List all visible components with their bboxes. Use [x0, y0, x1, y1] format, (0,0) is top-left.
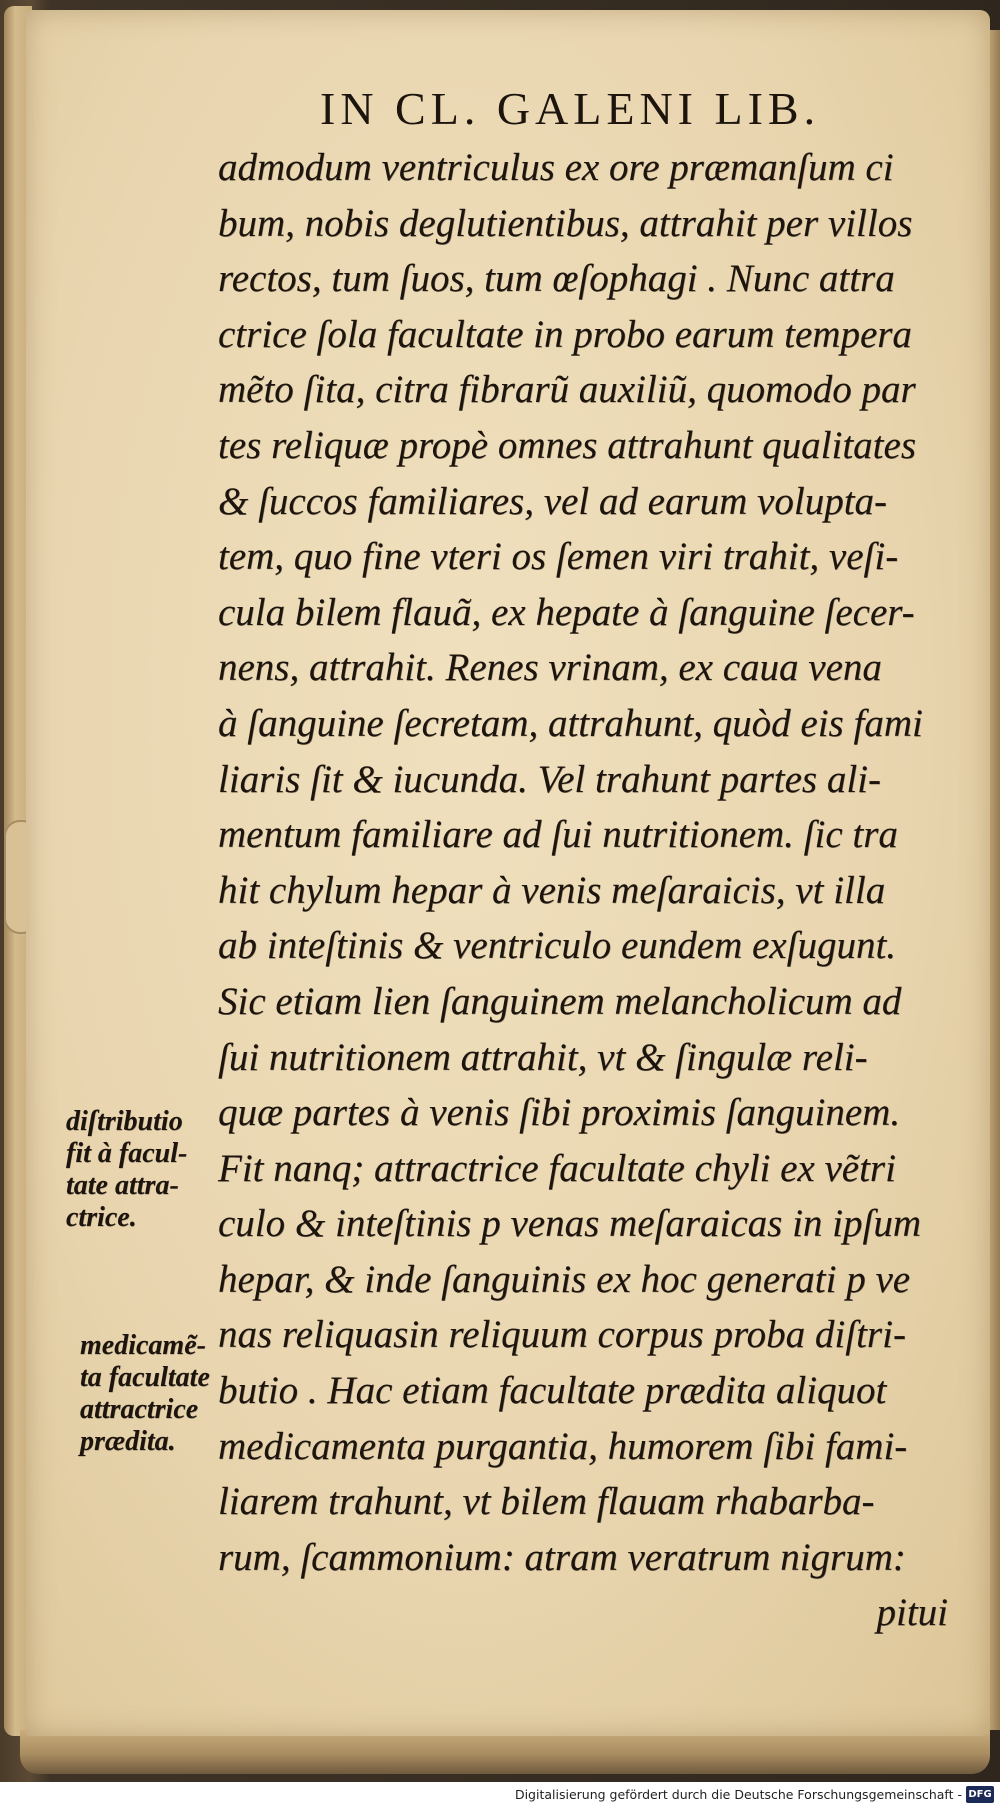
margin-note-line: ctrice. [66, 1202, 137, 1233]
margin-note-line: attractrice [80, 1394, 199, 1425]
footer-bar [0, 1782, 1000, 1808]
text-line: pitui [876, 1591, 948, 1635]
text-line: Fit nanq; attractrice facultate chyli ex vẽtri [218, 1146, 896, 1190]
body-text [218, 140, 948, 1641]
text-line: rum, ſcammonium: atram veratrum nigrum: [218, 1535, 906, 1579]
page-bottom-edge [20, 1730, 990, 1774]
text-line: medicamenta purgantia, humorem ſibi fami- [218, 1424, 908, 1468]
text-line: admodum ventriculus ex ore præmanſum ci [218, 146, 894, 189]
margin-note-line: diſtributio [66, 1106, 183, 1137]
margin-note-distributio [66, 1106, 187, 1234]
text-line: tem, quo fine vteri os ſemen viri trahit, veſi- [218, 535, 899, 579]
text-line: & ſuccos familiares, vel ad earum volupta- [218, 479, 888, 523]
text-line: nas reliquasin reliquum corpus proba diſtri- [218, 1313, 906, 1357]
text-line: Sic etiam lien ſanguinem melancholicum ad [218, 979, 902, 1023]
text-line: à ſanguine ſecretam, attrahunt, quòd eis fami [218, 701, 923, 745]
text-line: liaris ſit & iucunda. Vel trahunt partes ali- [218, 757, 881, 801]
funding-credit: Digitalisierung gefördert durch die Deutsche Forschungsgemeinschaft - [514, 1787, 962, 1802]
running-head: IN CL. GALENI LIB. [320, 83, 821, 134]
margin-note-medicamenta [80, 1330, 210, 1458]
text-line: nens, attrahit. Renes vrinam, ex caua vena [218, 646, 882, 690]
text-line: hepar, & inde ſanguinis ex hoc generati p ve [218, 1257, 911, 1301]
text-line: rectos, tum ſuos, tum œſophagi . Nunc attra [218, 257, 895, 301]
text-line: mẽto ſita, citra fibrarũ auxiliũ, quomodo par [218, 368, 916, 412]
text-line: quæ partes à venis ſibi proximis ſanguinem. [218, 1091, 901, 1135]
text-line: mentum familiare ad ſui nutritionem. ſic tra [218, 813, 898, 857]
text-line: hit chylum hepar à venis meſaraicis, vt illa [218, 868, 886, 912]
text-line: liarem trahunt, vt bilem flauam rhabarba- [218, 1480, 875, 1524]
margin-note-line: fit à facul- [66, 1138, 188, 1169]
margin-note-line: prædita. [80, 1426, 176, 1457]
margin-note-line: ta facultate [80, 1362, 210, 1393]
dfg-logo: DFG [966, 1786, 994, 1803]
margin-note-line: tate attra- [66, 1170, 179, 1201]
text-line: ab inteſtinis & ventriculo eundem exſugunt. [218, 924, 897, 968]
margin-note-line: medicamẽ- [80, 1330, 206, 1361]
text-line: culo & inteſtinis p venas meſaraicas in ipſum [218, 1202, 922, 1246]
text-line: tes reliquæ propè omnes attrahunt qualitates [218, 423, 917, 467]
text-line: ctrice ſola facultate in probo earum tempera [218, 312, 912, 356]
text-line: cula bilem flauã, ex hepate à ſanguine ſecer- [218, 590, 915, 634]
text-line: ſui nutritionem attrahit, vt & ſingulæ reli- [218, 1035, 868, 1079]
text-line: butio . Hac etiam facultate prædita aliquot [218, 1369, 887, 1413]
text-line: bum, nobis deglutientibus, attrahit per villos [218, 201, 913, 245]
